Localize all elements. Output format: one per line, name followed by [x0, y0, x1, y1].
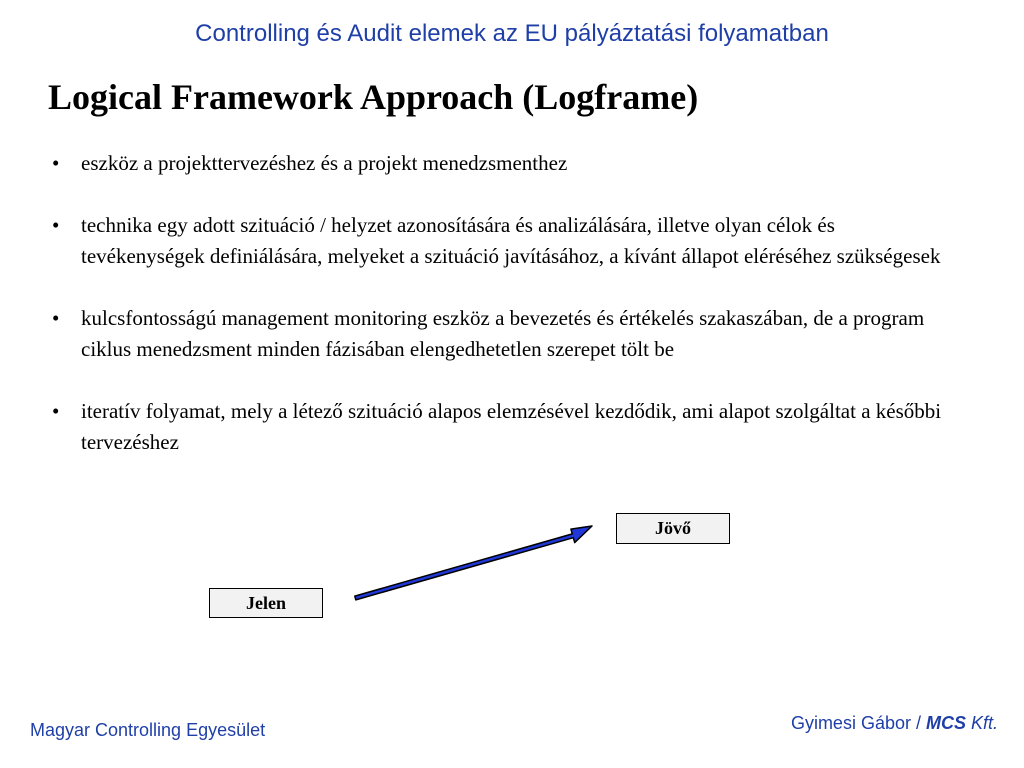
footer-organization: Magyar Controlling Egyesület — [30, 720, 266, 740]
arrow-shape — [355, 526, 592, 600]
header-title: Controlling és Audit elemek az EU pályáztatási folyamatban — [195, 20, 829, 47]
bullet-text: kulcsfontosságú management monitoring eszköz a bevezetés és értékelés szakaszában, de a program ciklus menedzsment minden fázisában elengedhetetlen szerepet tölt be — [81, 306, 925, 361]
page-title: Logical Framework Approach (Logframe) — [48, 77, 699, 117]
future-box: Jövő — [616, 513, 730, 544]
bullet-dot-icon: • — [52, 306, 60, 330]
footer-author — [791, 713, 998, 734]
footer-company-suffix: Kft. — [965, 713, 998, 733]
bullet-text: eszköz a projekttervezéshez és a projekt menedzsmenthez — [81, 151, 568, 175]
bullet-dot-icon: • — [52, 151, 60, 175]
present-box: Jelen — [209, 588, 323, 618]
bullet-text: technika egy adott szituáció / helyzet azonosítására és analizálására, illetve olyan célok és tevékenységek definiálására, melyeket a szituáció javításához, a kívánt állapot eléréséhez szükségesek — [81, 213, 941, 268]
bullet-dot-icon: • — [52, 399, 60, 423]
bullet-text: iteratív folyamat, mely a létező szituáció alapos elemzésével kezdődik, ami alapot szolgáltat a későbbi tervezéshez — [81, 399, 942, 454]
footer-company-name: MCS — [925, 713, 966, 733]
footer-author-name: Gyimesi Gábor / — [790, 713, 926, 733]
bullet-dot-icon: • — [52, 213, 60, 237]
